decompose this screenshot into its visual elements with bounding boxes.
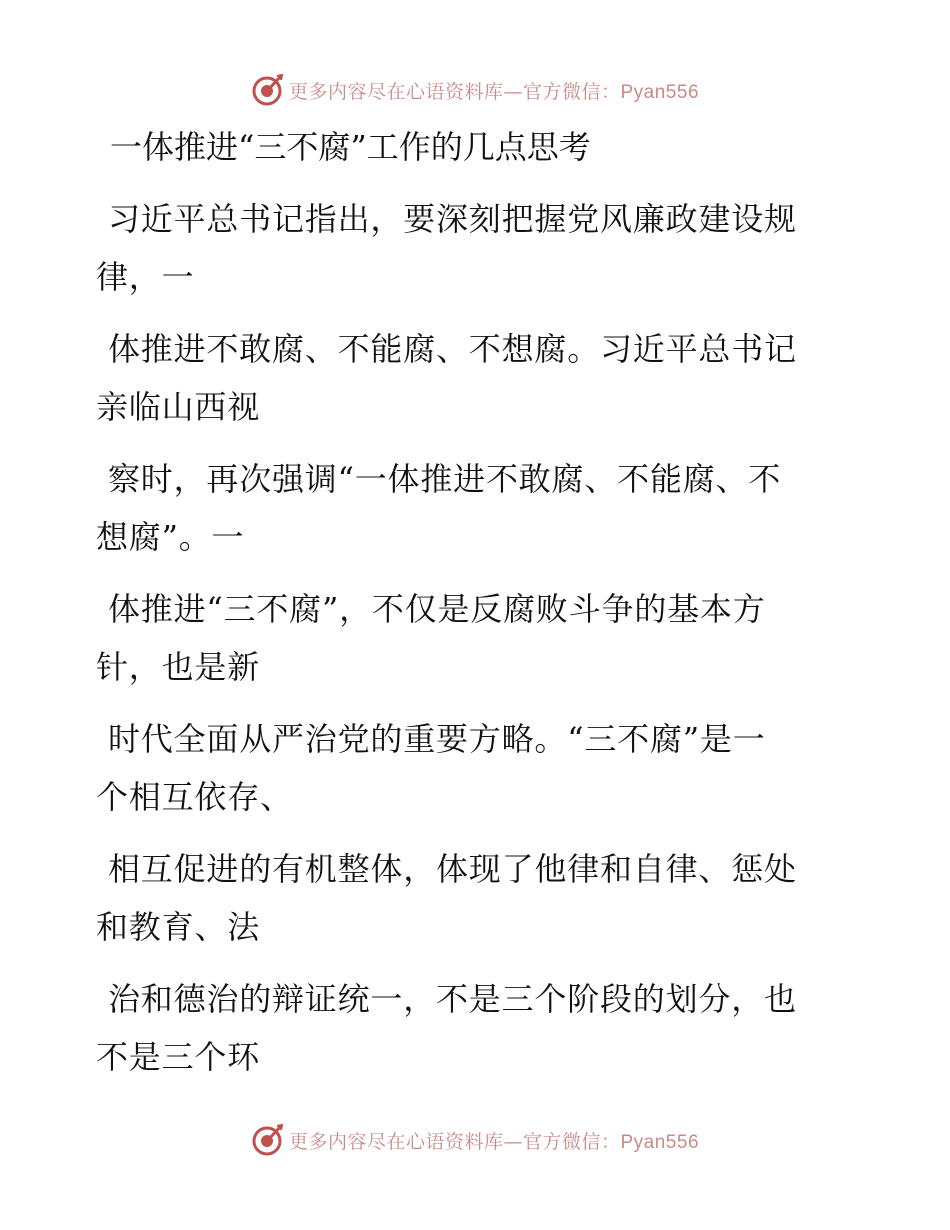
paragraph-line	[96, 450, 836, 566]
line-text: 亲临山西视	[96, 388, 261, 426]
line-text: 体推进“三不腐”，不仅是反腐败斗争的基本方	[108, 590, 766, 628]
footer-watermark	[0, 1120, 950, 1160]
brand-logo-icon	[251, 73, 285, 107]
paragraph-line	[96, 580, 836, 696]
brand-logo-icon	[251, 1123, 285, 1157]
line-text: 想腐”。一	[96, 518, 245, 556]
watermark-official: 官方微信：	[522, 1130, 621, 1153]
line-text: 个相互依存、	[96, 778, 293, 816]
paragraph-line	[96, 970, 836, 1086]
paragraph-line	[96, 840, 836, 956]
watermark-official: 官方微信：	[522, 80, 621, 103]
watermark-wechat-id: Pyan556	[620, 81, 700, 103]
line-text: 体推进不敢腐、不能腐、不想腐。习近平总书记	[108, 330, 797, 368]
paragraph-line	[96, 190, 836, 306]
line-text: 针，也是新	[96, 648, 261, 686]
paragraph-line	[96, 320, 836, 436]
paragraph-line	[96, 710, 836, 826]
line-text: 时代全面从严治党的重要方略。“三不腐”是一	[108, 720, 766, 758]
line-text: 察时，再次强调“一体推进不敢腐、不能腐、不	[108, 460, 782, 498]
line-text: 和教育、法	[96, 908, 261, 946]
watermark-text	[289, 1127, 699, 1154]
header-watermark	[0, 70, 950, 110]
line-text: 律，一	[96, 258, 195, 296]
watermark-text	[289, 77, 699, 104]
document-body	[96, 118, 836, 1086]
watermark-wechat-id: Pyan556	[620, 1131, 700, 1153]
line-text: 相互促进的有机整体，体现了他律和自律、惩处	[108, 850, 797, 888]
line-text: 治和德治的辩证统一，不是三个阶段的划分，也	[108, 980, 797, 1018]
line-text: 不是三个环	[96, 1038, 261, 1076]
document-title: 一体推进“三不腐”工作的几点思考	[110, 128, 591, 166]
line-text: 习近平总书记指出，要深刻把握党风廉政建设规	[108, 200, 797, 238]
watermark-prefix: 更多内容尽在心语资料库—	[288, 1130, 523, 1153]
watermark-prefix: 更多内容尽在心语资料库—	[288, 80, 523, 103]
